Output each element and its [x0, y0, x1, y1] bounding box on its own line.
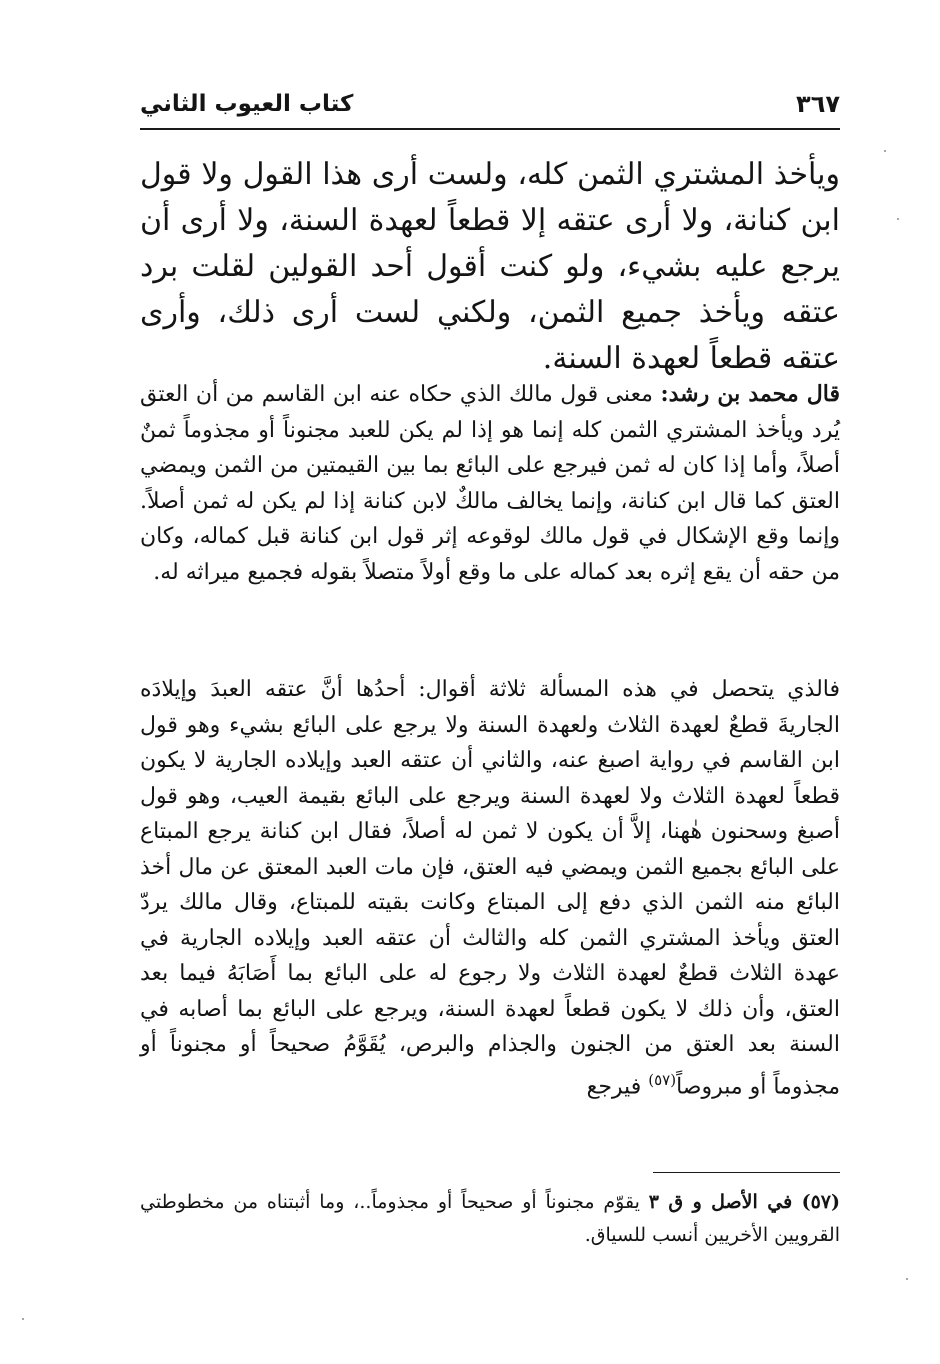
- paragraph-3-tail: فيرجع: [586, 1073, 649, 1099]
- page-header: [140, 84, 840, 124]
- paragraph-1: ويأخذ المشتري الثمن كله، ولست أرى هذا القول ولا قول ابن كنانة، ولا أرى عتقه إلا قطعاً لعهدة السنة، ولا أرى أن يرجع عليه بشيء، ولو كنت أقول أحد القولين لقلت برد عتقه ويأخذ جميع الثمن، ولكني لست أرى ذلك، وأرى عتقه قطعاً لعهدة السنة.: [140, 157, 840, 376]
- scan-speck: [906, 1278, 908, 1280]
- paragraph-2-lead: قال محمد بن رشد:: [660, 381, 841, 407]
- paragraph-2-body: معنى قول مالك الذي حكاه عنه ابن القاسم من أن العتق يُرد ويأخذ المشتري الثمن كله إنما هو إذا لم يكن للعبد مجنوناً أو مجذوماً ثمنٌ أصلاً، وأما إذا كان له ثمن فيرجع على البائع بما بين القيمتين من الثمن ويمضي العتق كما قال ابن كنانة، وإنما يخالف مالكٌ لابن كنانة إذا لم يكن له ثمن أصلاً. وإنما وقع الإشكال في قول مالك لوقوعه إثر قول ابن كنانة قبل كماله، وكان من حقه أن يقع إثره بعد كماله على ما وقع أولاً متصلاً بقوله فجميع ميراثه له.: [140, 382, 840, 585]
- scan-speck: [884, 150, 886, 152]
- footnote-lead: في الأصل و ق ٣: [648, 1191, 802, 1213]
- paragraph-3-main: فالذي يتحصل في هذه المسألة ثلاثة أقوال: أحدُها أنَّ عتقه العبدَ وإيلادَه الجاريةَ قطعٌ لعهدة الثلاث ولعهدة السنة ولا يرجع على البائع بشيء وهو قول ابن القاسم في رواية اصبغ عنه، والثاني أن عتقه العبد وإيلاده الجارية لا يكون قطعاً لعهدة الثلاث ولا لعهدة السنة ويرجع على البائع بقيمة العيب، وهو قول أصبغ وسحنون هٰهنا، إلاَّ أن يكون لا ثمن له أصلاً، فقال ابن كنانة يرجع المبتاع على البائع بجميع الثمن ويمضي فيه العتق، فإن مات العبد المعتق عن مال أخذ البائع منه الثمن الذي دفع إلى المبتاع وكانت بقيته للمبتاع، وقال مالك يردّ العتق ويأخذ المشتري الثمن كله والثالث أن عتقه العبد وإيلاده الجارية في عهدة الثلاث قطعٌ لعهدة الثلاث ولا رجوع له على البائع بما أَصَابَهُ فيما بعد العتق، وأن ذلك لا يكون قطعاً لعهدة السنة، ويرجع على البائع بما أصابه في السنة بعد العتق من الجنون والجذام والبرص، يُقَوَّمُ صحيحاً أو مجنوناً أو مجذوماً أو مبروصاً: [140, 677, 840, 1099]
- footnote-57: [140, 1186, 840, 1252]
- paragraph-2: [140, 377, 840, 590]
- scan-speck: [22, 1318, 24, 1320]
- footnote-reference[interactable]: (٥٧): [648, 1070, 677, 1089]
- paragraph-3: [140, 672, 840, 1104]
- page-number: ٣٦٧: [796, 90, 840, 118]
- footnote-number: (٥٧): [801, 1191, 840, 1213]
- scan-speck: [897, 218, 899, 220]
- running-title: كتاب العيوب الثاني: [140, 91, 354, 117]
- header-rule: [140, 128, 840, 130]
- footnote-separator: [653, 1172, 840, 1173]
- footnote-text: يقوّم مجنوناً أو صحيحاً أو مجذوماً..، وما أثبتناه من مخطوطتي القرويين الأخريين أنسب للسياق.: [140, 1191, 840, 1246]
